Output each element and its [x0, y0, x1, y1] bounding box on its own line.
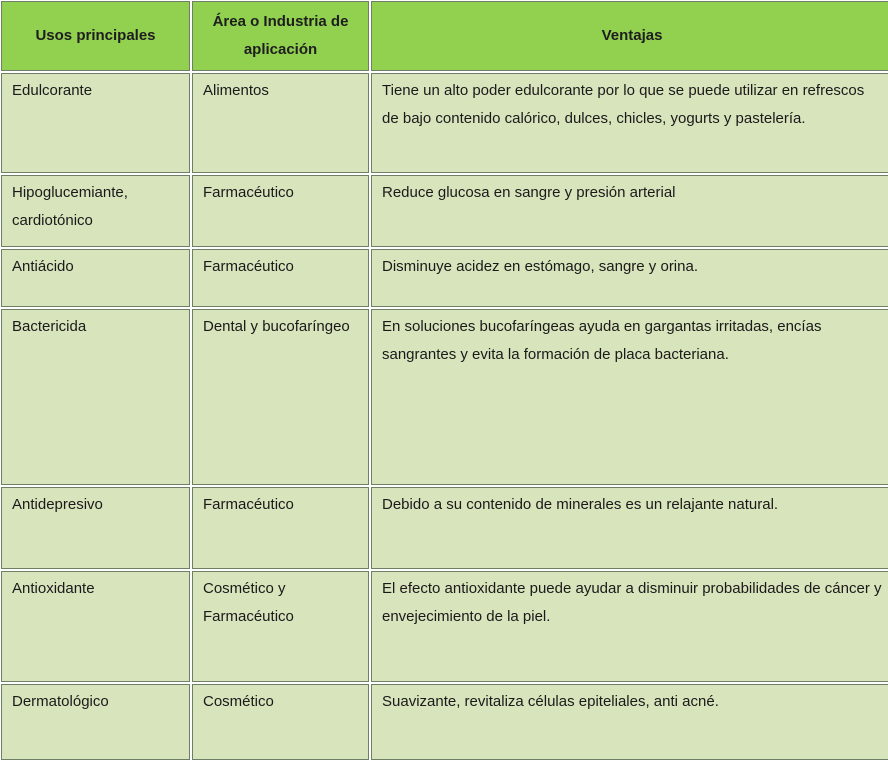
cell-use: Bactericida — [1, 309, 190, 485]
cell-area: Alimentos — [192, 73, 369, 173]
cell-advantages: Tiene un alto poder edulcorante por lo que se puede utilizar en refrescos de bajo contenido calórico, dulces, chicles, yogurts y pastelería. — [371, 73, 888, 173]
cell-advantages: El efecto antioxidante puede ayudar a disminuir probabilidades de cáncer y envejecimiento de la piel. — [371, 571, 888, 682]
cell-advantages: En soluciones bucofaríngeas ayuda en gargantas irritadas, encías sangrantes y evita la formación de placa bacteriana. — [371, 309, 888, 485]
table-row — [1, 175, 888, 247]
cell-area: Farmacéutico — [192, 487, 369, 569]
table-row — [1, 487, 888, 569]
table-row — [1, 571, 888, 682]
cell-advantages: Suavizante, revitaliza células epiteliales, anti acné. — [371, 684, 888, 760]
cell-area: Dental y bucofaríngeo — [192, 309, 369, 485]
cell-area: Farmacéutico — [192, 175, 369, 247]
table-row — [1, 249, 888, 307]
cell-use: Dermatológico — [1, 684, 190, 760]
cell-advantages: Reduce glucosa en sangre y presión arterial — [371, 175, 888, 247]
cell-use: Hipoglucemiante, cardiotónico — [1, 175, 190, 247]
cell-use: Antiácido — [1, 249, 190, 307]
header-area — [192, 1, 369, 71]
table-header — [1, 1, 888, 71]
table-row — [1, 684, 888, 760]
table-row — [1, 309, 888, 485]
cell-use: Edulcorante — [1, 73, 190, 173]
cell-advantages: Debido a su contenido de minerales es un relajante natural. — [371, 487, 888, 569]
cell-area: Farmacéutico — [192, 249, 369, 307]
header-area-line1: Área o Industria de — [212, 13, 349, 30]
table-body — [1, 73, 888, 760]
header-row — [1, 1, 888, 71]
table-row — [1, 73, 888, 173]
cell-area: Cosmético — [192, 684, 369, 760]
cell-area: Cosmético y Farmacéutico — [192, 571, 369, 682]
header-uses: Usos principales — [1, 1, 190, 71]
cell-advantages: Disminuye acidez en estómago, sangre y orina. — [371, 249, 888, 307]
header-area-line2: aplicación — [243, 41, 318, 58]
cell-use: Antioxidante — [1, 571, 190, 682]
cell-use: Antidepresivo — [1, 487, 190, 569]
header-advantages: Ventajas — [371, 1, 888, 71]
